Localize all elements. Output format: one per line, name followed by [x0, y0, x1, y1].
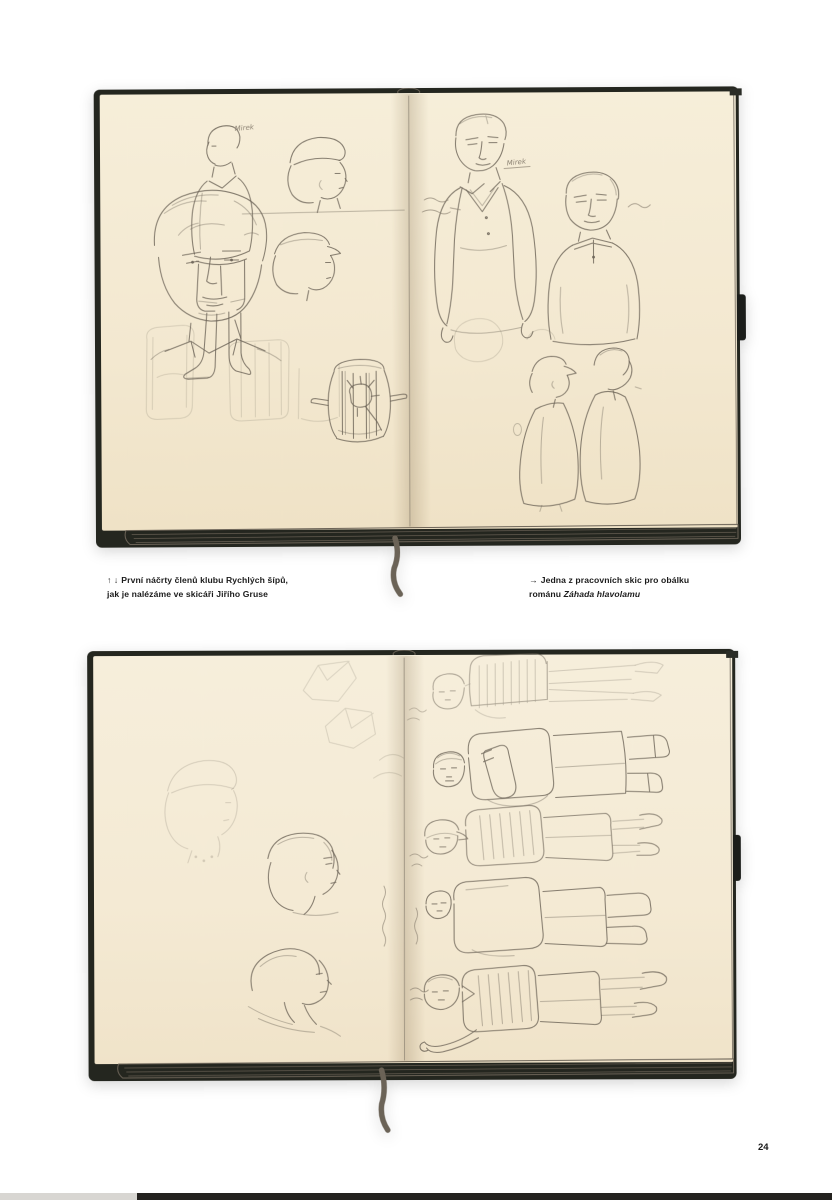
caption-right-book-title: Záhada hlavolamu [563, 589, 641, 599]
next-photo-edge-dark [137, 1193, 832, 1200]
handwritten-label-standing-boy: Mirek [234, 123, 255, 133]
caption-left [107, 573, 357, 601]
page-number: 24 [758, 1142, 769, 1153]
next-photo-edge-light [0, 1193, 137, 1200]
caption-right-arrow: → [529, 575, 538, 585]
sketchbook-photo-top [94, 86, 757, 604]
handwritten-label-jacket-boy: Mirek [506, 157, 527, 168]
caption-right-line1: Jedna z pracovních skic pro obálku [540, 575, 690, 585]
caption-left-arrows: ↑ ↓ [107, 575, 119, 585]
notebook-pages [93, 651, 739, 1078]
caption-left-line1: První náčrty členů klubu Rychlých šípů, [121, 575, 289, 585]
notebook-pages [100, 88, 744, 544]
caption-right-line2: románu [529, 589, 564, 599]
caption-left-line2: jak je nalézáme ve skicáři Jiřího Gruse [107, 589, 269, 599]
sketchbook-photo-bottom [87, 649, 749, 1151]
ribbon-bookmark [393, 538, 400, 594]
caption-right [529, 573, 744, 601]
